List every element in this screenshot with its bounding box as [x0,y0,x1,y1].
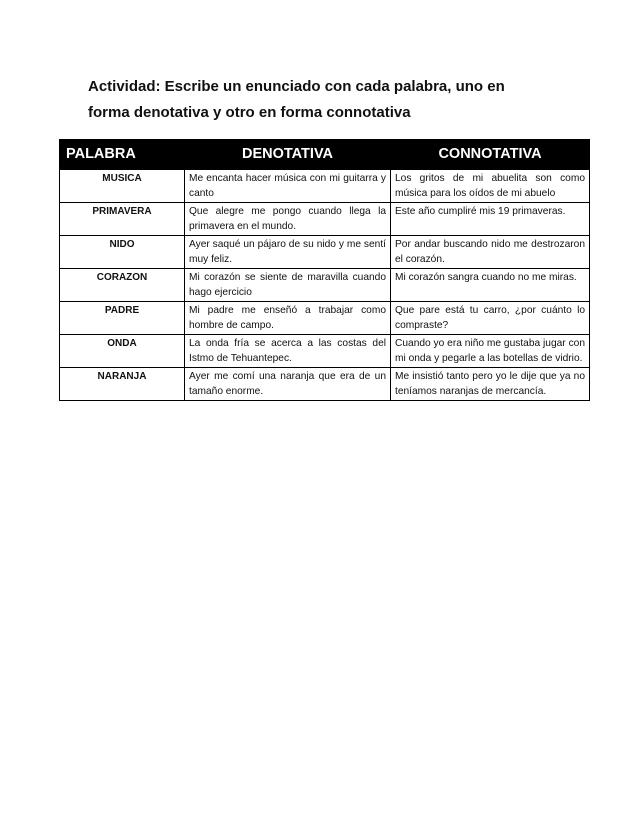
word-cell: NARANJA [60,368,185,401]
word-cell: PRIMAVERA [60,203,185,236]
denotative-cell: Mi corazón se siente de maravilla cuando hago ejercicio [185,269,391,302]
activity-instructions [88,74,568,126]
table-row [60,170,590,203]
connotative-cell: Por andar buscando nido me destrozaron el corazón. [391,236,590,269]
header-palabra: PALABRA [60,140,185,170]
connotative-cell: Los gritos de mi abuelita son como música para los oídos de mi abuelo [391,170,590,203]
denotative-cell: Mi padre me enseñó a trabajar como hombre de campo. [185,302,391,335]
header-denotativa: DENOTATIVA [185,140,391,170]
words-table [59,139,590,401]
table-row [60,203,590,236]
connotative-cell: Que pare está tu carro, ¿por cuánto lo compraste? [391,302,590,335]
connotative-cell: Me insistió tanto pero yo le dije que ya no teníamos naranjas de mercancía. [391,368,590,401]
connotative-cell: Mi corazón sangra cuando no me miras. [391,269,590,302]
table-row [60,269,590,302]
denotative-cell: Me encanta hacer música con mi guitarra y canto [185,170,391,203]
table-row [60,368,590,401]
header-connotativa: CONNOTATIVA [391,140,590,170]
denotative-cell: Que alegre me pongo cuando llega la primavera en el mundo. [185,203,391,236]
word-cell: PADRE [60,302,185,335]
table-row [60,335,590,368]
table-header-row [60,140,590,170]
instructions-line-2: forma denotativa y otro en forma connotativa [88,104,411,121]
connotative-cell: Cuando yo era niño me gustaba jugar con mi onda y pegarle a las botellas de vidrio. [391,335,590,368]
denotative-cell: Ayer me comí una naranja que era de un tamaño enorme. [185,368,391,401]
word-cell: MUSICA [60,170,185,203]
denotative-cell: La onda fría se acerca a las costas del Istmo de Tehuantepec. [185,335,391,368]
connotative-cell: Este año cumpliré mis 19 primaveras. [391,203,590,236]
denotative-cell: Ayer saqué un pájaro de su nido y me sentí muy feliz. [185,236,391,269]
word-cell: CORAZON [60,269,185,302]
word-cell: ONDA [60,335,185,368]
word-cell: NIDO [60,236,185,269]
table-row [60,302,590,335]
table-row [60,236,590,269]
instructions-line-1: Actividad: Escribe un enunciado con cada palabra, uno en [88,78,505,95]
